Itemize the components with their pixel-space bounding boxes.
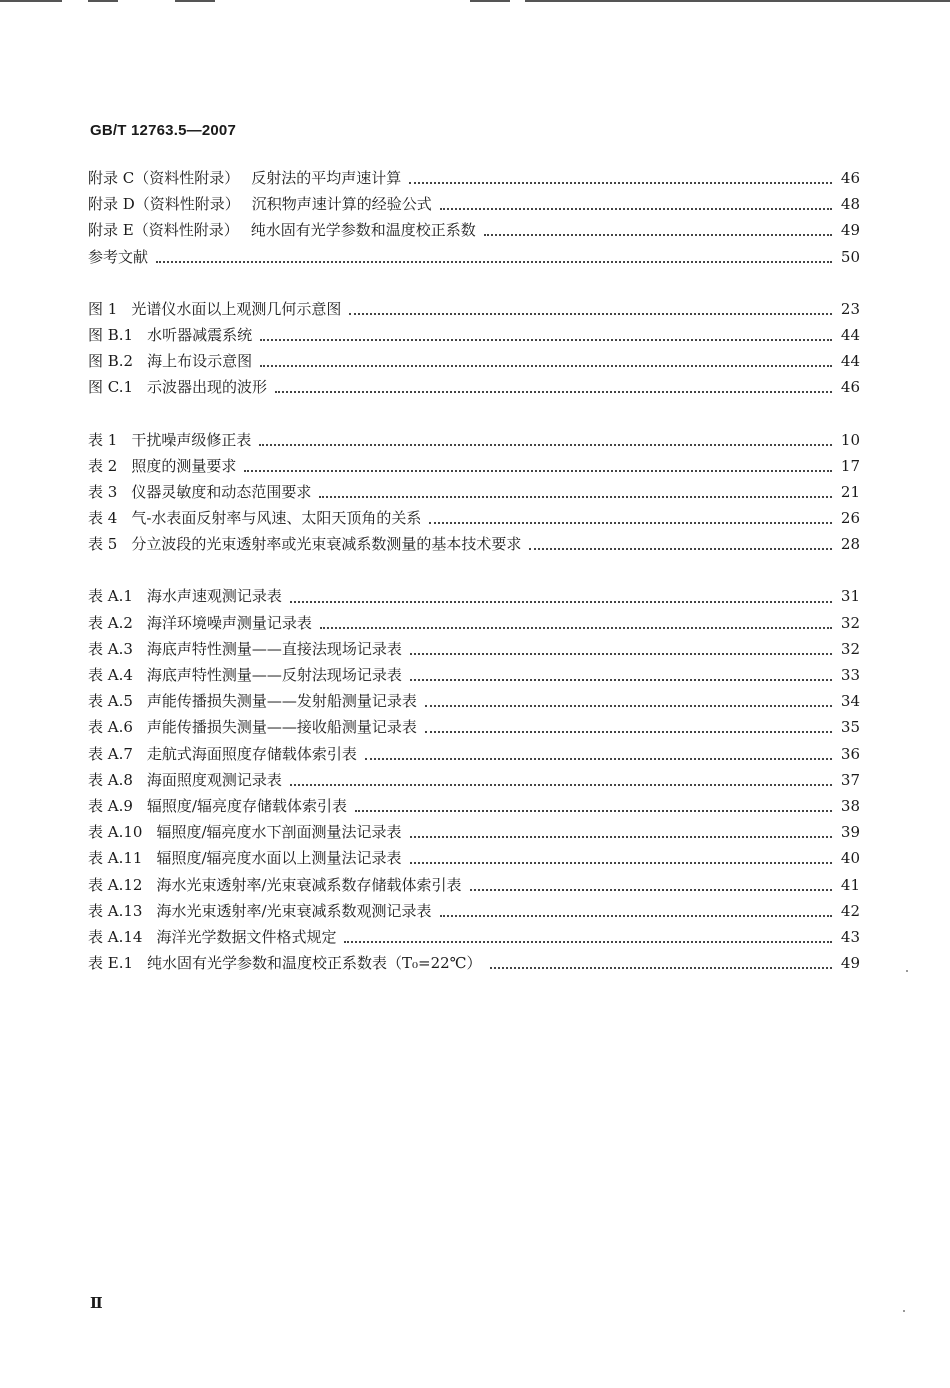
toc-entry-code: 图 B.1 [88,325,134,344]
toc-entry[interactable] [88,219,860,245]
toc-entry[interactable] [88,952,860,978]
dot-leader [290,597,832,603]
toc-entry-code: 图 1 [88,299,118,318]
toc-entry-title: 海洋环境噪声测量记录表 [146,613,312,632]
toc-entry-title: 反射法的平均声速计算 [251,169,402,187]
toc-entry-page: 44 [840,325,860,344]
toc-entry-code: 表 A.2 [88,613,133,632]
toc-entry-page: 17 [840,456,860,475]
dot-leader [260,335,832,341]
toc-entry-title: 水听器减震系统 [147,325,253,344]
toc-entry-code: 附录 E（资料性附录） [88,221,239,240]
toc-entry-code: 表 A.10 [88,823,143,842]
toc-entry-code: 表 A.5 [88,692,133,711]
scan-edge-line [0,0,62,2]
toc-entry-code: 表 E.1 [88,954,134,973]
toc-entry-page: 28 [840,535,860,554]
toc-entry-code: 表 2 [88,456,118,475]
toc-entry-code: 表 5 [88,535,118,554]
toc-entry-title: 干扰噪声级修正表 [131,430,252,449]
toc-entry[interactable] [88,324,860,350]
dot-leader [319,492,832,498]
toc-entry-page: 36 [840,744,860,763]
toc-entry-title: 光谱仪水面以上观测几何示意图 [131,299,342,318]
toc-entry-code: 表 3 [88,482,118,501]
toc-entry[interactable] [88,429,860,455]
dot-leader [440,911,832,917]
toc-entry-title: 参考文献 [88,247,149,266]
group-spacer [88,403,860,429]
toc-entry-code: 表 A.3 [88,639,133,658]
toc-entry-title: 海上布设示意图 [147,352,253,371]
toc-entry-page: 43 [840,927,860,946]
toc-entry[interactable] [88,847,860,873]
dot-leader [440,204,832,210]
toc-entry-page: 40 [840,849,860,868]
toc-entry[interactable] [88,507,860,533]
toc-entry-code: 图 C.1 [88,378,134,397]
dot-leader [344,937,832,943]
toc-entry-page: 44 [840,352,860,371]
toc-entry[interactable] [88,193,860,219]
toc-entry-title: 海水光束透射率/光束衰减系数存储载体索引表 [156,875,462,894]
toc-entry-page: 35 [840,718,860,737]
dot-leader [410,832,832,838]
dot-leader [410,649,832,655]
toc-entry-title: 辐照度/辐亮度水下剖面测量法记录表 [156,823,402,842]
toc-entry-page: 42 [840,901,860,920]
dot-leader [365,754,832,760]
toc-entry[interactable] [88,821,860,847]
toc-entry-code: 表 A.11 [88,849,143,868]
dot-leader [349,309,832,315]
toc-entry[interactable] [88,664,860,690]
toc-entry-title: 纯水固有光学参数和温度校正系数 [250,221,476,240]
toc-entry-page: 33 [840,666,860,684]
toc-entry-page: 32 [840,613,860,632]
toc-entry[interactable] [88,795,860,821]
toc-entry-code: 表 4 [88,509,118,528]
toc-entry-code: 表 A.8 [88,770,133,789]
toc-entry-title: 气-水表面反射率与风速、太阳天顶角的关系 [131,509,422,528]
toc-entry[interactable] [88,769,860,795]
dot-leader [410,858,832,864]
toc-entry-title: 辐照度/辐亮度存储载体索引表 [146,796,347,815]
toc-entry-title: 分立波段的光束透射率或光束衰减系数测量的基本技术要求 [131,535,522,554]
toc-entry[interactable] [88,350,860,376]
group-spacer [88,272,860,298]
toc-entry-page: 39 [840,823,860,842]
toc-entry[interactable] [88,926,860,952]
toc-entry[interactable] [88,533,860,559]
toc-entry[interactable] [88,690,860,716]
toc-entry-page: 46 [840,378,860,397]
toc-entry-title: 辐照度/辐亮度水面以上测量法记录表 [156,849,402,868]
toc-entry[interactable] [88,246,860,272]
toc-entry-code: 表 A.9 [88,796,133,815]
toc-entry-code: 附录 C（资料性附录） [88,169,240,187]
toc-entry-title: 声能传播损失测量——接收船测量记录表 [146,718,417,737]
dot-leader [260,361,832,367]
scan-edge-line [525,0,950,2]
toc-entry-page: 50 [840,247,860,266]
toc-entry-code: 表 A.12 [88,875,143,894]
scan-speck [903,1310,905,1312]
scan-edge-line [175,0,215,2]
toc-entry-code: 图 B.2 [88,352,134,371]
toc-entry-page: 32 [840,639,860,658]
table-of-contents [88,167,860,978]
dot-leader [409,178,832,184]
toc-entry-page: 23 [840,299,860,318]
dot-leader [259,440,832,446]
toc-entry-title: 沉积物声速计算的经验公式 [251,195,432,214]
toc-entry-page: 41 [840,875,860,894]
dot-leader [355,806,832,812]
dot-leader [156,257,832,263]
standard-number: GB/T 12763.5—2007 [90,122,236,139]
toc-entry-title: 仪器灵敏度和动态范围要求 [131,482,312,501]
group-spacer [88,559,860,585]
toc-entry-title: 海底声特性测量——直接法现场记录表 [146,639,402,658]
toc-entry-code: 表 1 [88,430,118,449]
toc-entry-code: 表 A.1 [88,587,133,606]
toc-entry-code: 表 A.4 [88,666,133,684]
toc-entry-page: 31 [840,587,860,606]
toc-entry-page: 49 [840,221,860,240]
toc-entry[interactable] [88,743,860,769]
toc-entry-title: 走航式海面照度存储载体索引表 [146,744,357,763]
toc-entry[interactable] [88,376,860,402]
toc-entry-code: 表 A.7 [88,744,133,763]
toc-entry-page: 26 [840,509,860,528]
toc-entry[interactable] [88,638,860,664]
dot-leader [425,727,832,733]
dot-leader [290,780,832,786]
scan-edge-line [470,0,510,2]
toc-entry-title: 海洋光学数据文件格式规定 [156,927,337,946]
toc-entry-page: 37 [840,770,860,789]
toc-entry[interactable] [88,481,860,507]
toc-entry-code: 表 A.14 [88,927,143,946]
scan-edge-line [88,0,118,2]
toc-entry-page: 21 [840,482,860,501]
toc-entry-title: 海底声特性测量——反射法现场记录表 [146,666,402,684]
toc-entry-code: 附录 D（资料性附录） [88,195,240,214]
toc-entry[interactable] [88,716,860,742]
dot-leader [275,387,832,393]
toc-entry-title: 示波器出现的波形 [147,378,268,397]
toc-entry-code: 表 A.13 [88,901,143,920]
dot-leader [410,675,832,681]
toc-entry-page: 48 [840,195,860,214]
dot-leader [429,518,832,524]
dot-leader [490,963,833,969]
toc-entry[interactable] [88,167,860,193]
toc-entry[interactable] [88,874,860,900]
page-number: Ⅱ [90,1294,103,1312]
toc-entry[interactable] [88,900,860,926]
dot-leader [529,544,832,550]
toc-entry-title: 纯水固有光学参数和温度校正系数表（T₀=22℃） [147,954,482,973]
toc-entry-page: 34 [840,692,860,711]
toc-entry-title: 照度的测量要求 [131,456,237,475]
toc-entry-title: 海面照度观测记录表 [146,770,282,789]
dot-leader [244,466,832,472]
dot-leader [484,230,832,236]
toc-entry-page: 38 [840,796,860,815]
toc-entry-title: 海水光束透射率/光束衰减系数观测记录表 [156,901,432,920]
scan-speck [906,970,908,972]
toc-entry-code: 表 A.6 [88,718,133,737]
toc-entry-page: 46 [840,169,860,187]
toc-entry-title: 声能传播损失测量——发射船测量记录表 [146,692,417,711]
toc-entry-title: 海水声速观测记录表 [146,587,282,606]
dot-leader [320,623,832,629]
toc-entry[interactable] [88,455,860,481]
dot-leader [425,701,832,707]
toc-entry-page: 10 [840,430,860,449]
toc-entry[interactable] [88,612,860,638]
dot-leader [470,885,832,891]
toc-entry-page: 49 [840,954,860,973]
toc-entry[interactable] [88,298,860,324]
toc-entry[interactable] [88,585,860,611]
